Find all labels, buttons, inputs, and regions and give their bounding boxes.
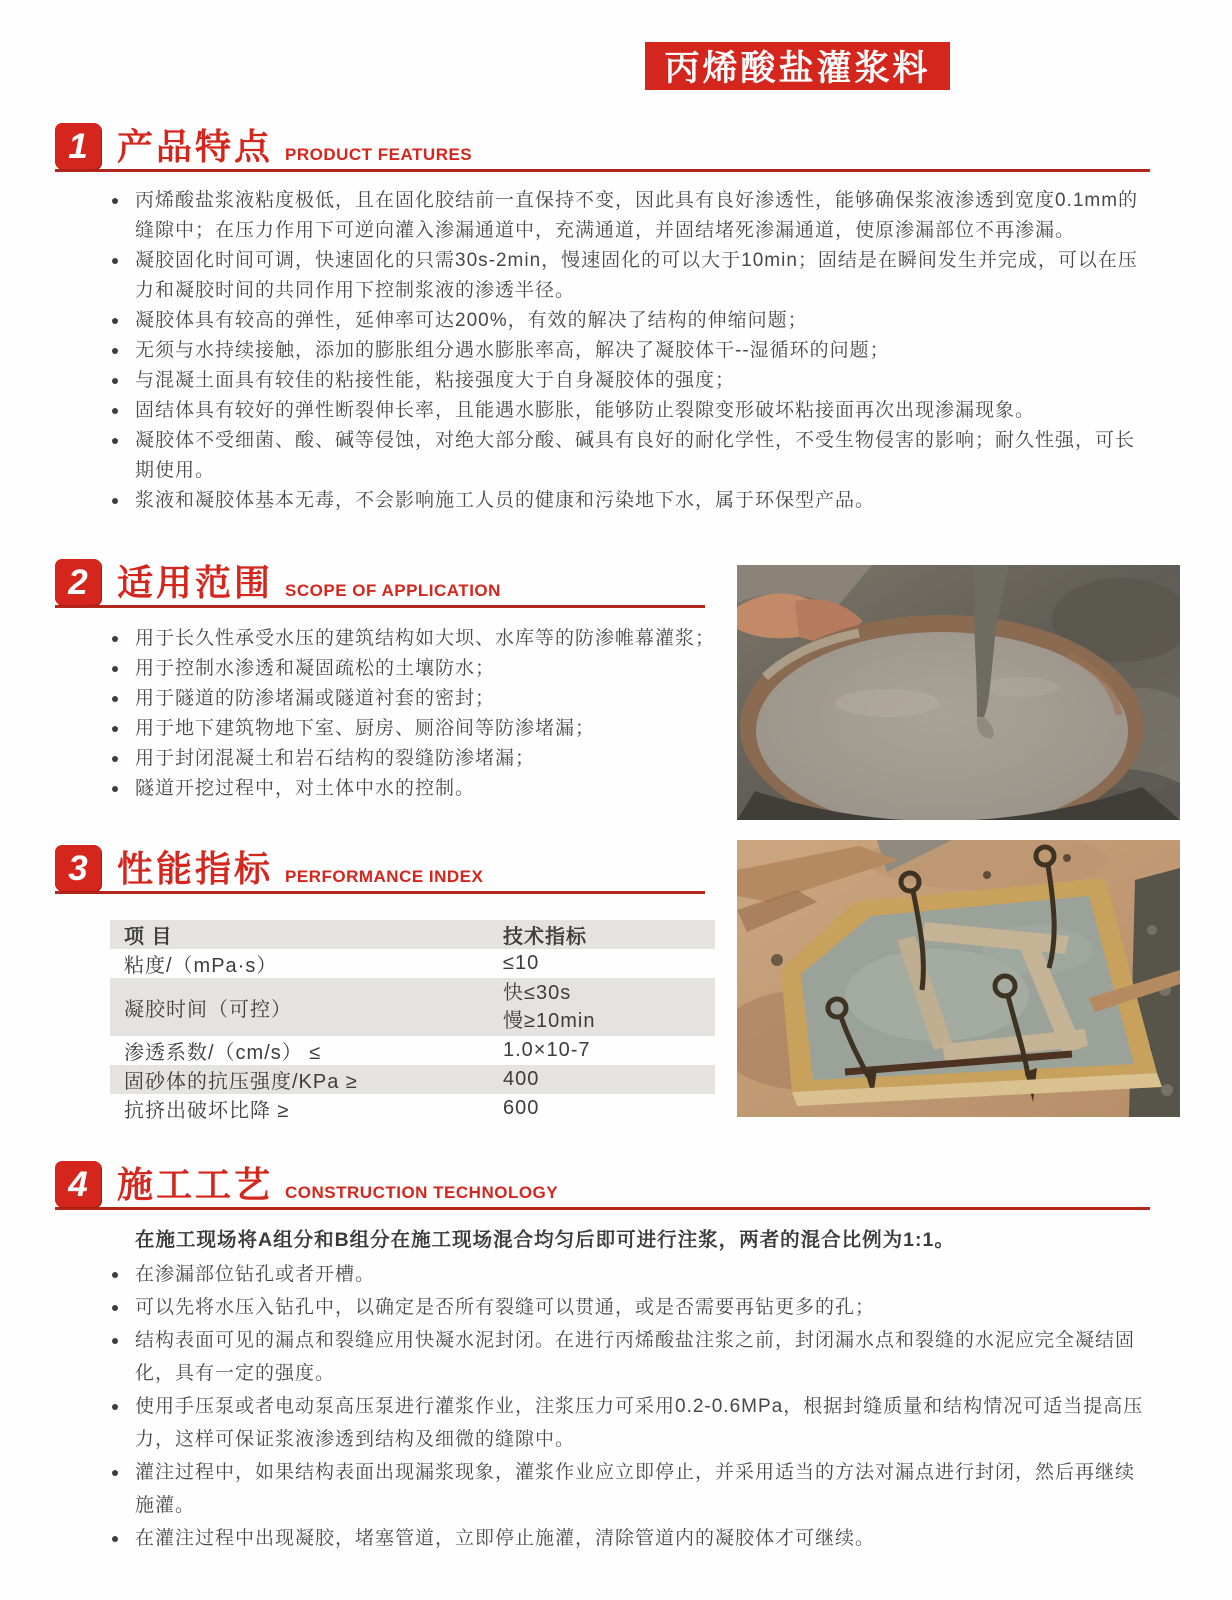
product-title-banner (645, 42, 950, 90)
bullet-text: 无须与水持续接触，添加的膨胀组分遇水膨胀率高，解决了凝胶体干--湿循环的问题； (135, 340, 890, 361)
section-4-number: 4 (68, 1164, 88, 1204)
bullet-text: 凝胶体不受细菌、酸、碱等侵蚀，对绝大部分酸、碱具有良好的耐化学性，不受生物侵害的影响；耐久性强，可长期使用。 (135, 430, 1136, 481)
bullet-icon (112, 1272, 118, 1278)
bullet-text: 使用手压泵或者电动泵高压泵进行灌浆作业，注浆压力可采用0.2-0.6MPa，根据封缝质量和结构情况可适当提高压力，这样可保证浆液渗透到结构及细微的缝隙中。 (135, 1396, 1144, 1450)
section-3-subtitle: PERFORMANCE INDEX (285, 867, 484, 886)
section-4-subtitle: CONSTRUCTION TECHNOLOGY (285, 1183, 559, 1202)
list-item (108, 1456, 1153, 1522)
table-row (110, 1065, 715, 1094)
section-1-header (55, 120, 1150, 172)
bullet-icon (112, 408, 118, 414)
performance-index-table (110, 920, 715, 1123)
section-1-bullet-list (108, 186, 1148, 516)
list-item (108, 246, 1148, 306)
table-cell: 1.0×10-7 (503, 1039, 591, 1061)
section-3-number-badge (55, 845, 101, 891)
section-2-subtitle: SCOPE OF APPLICATION (285, 581, 501, 600)
column-header-item: 项 目 (124, 926, 173, 948)
table-cell: 凝胶时间（可控） (124, 998, 292, 1021)
bullet-icon (112, 756, 118, 762)
bullet-text: 与混凝土面具有较佳的粘接性能，粘接强度大于自身凝胶体的强度； (135, 370, 736, 391)
table-cell: 600 (503, 1097, 540, 1119)
list-item (108, 1291, 1153, 1324)
table-cell: 粘度/（mPa·s） (124, 955, 278, 977)
bullet-icon (112, 1305, 118, 1311)
table-cell: ≤10 (503, 952, 540, 974)
list-item (108, 714, 728, 744)
section-2-bullet-list (108, 624, 728, 804)
bullet-text: 在灌注过程中出现凝胶，堵塞管道，立即停止施灌，清除管道内的凝胶体才可继续。 (135, 1528, 876, 1549)
list-item (108, 1522, 1153, 1555)
table-cell: 400 (503, 1068, 540, 1090)
list-item (108, 684, 728, 714)
grout-mixing-photo (737, 565, 1180, 820)
bullet-text: 用于长久性承受水压的建筑结构如大坝、水库等的防渗帷幕灌浆； (135, 628, 716, 649)
column-header-index: 技术指标 (503, 926, 587, 948)
bullet-icon (112, 258, 118, 264)
bullet-icon (112, 438, 118, 444)
bullet-icon (112, 1536, 118, 1542)
section-1-subtitle: PRODUCT FEATURES (285, 145, 473, 164)
bullet-text: 固结体具有较好的弹性断裂伸长率，且能遇水膨胀，能够防止裂隙变形破坏粘接面再次出现渗漏现象。 (135, 400, 1036, 421)
bullet-text: 隧道开挖过程中，对土体中水的控制。 (135, 778, 476, 799)
section-2-title: 适用范围 (117, 562, 274, 603)
section-3-title: 性能指标 (117, 848, 274, 889)
section-2-number-badge (55, 559, 101, 605)
section-4-header (55, 1158, 1150, 1210)
list-item (108, 186, 1148, 246)
list-item (108, 624, 728, 654)
bullet-icon (112, 636, 118, 642)
bullet-text: 用于控制水渗透和凝固疏松的土壤防水； (135, 658, 496, 679)
list-item (108, 774, 728, 804)
list-item (108, 336, 1148, 366)
bullet-icon (112, 348, 118, 354)
section-4-number-badge (55, 1161, 101, 1207)
bullet-text: 凝胶固化时间可调，快速固化的只需30s-2min，慢速固化的可以大于10min；固结是在瞬间发生并完成，可以在压力和凝胶时间的共同作用下控制浆液的渗透半径。 (135, 250, 1138, 301)
bullet-text: 在渗漏部位钻孔或者开槽。 (135, 1264, 376, 1285)
list-item (108, 1258, 1153, 1291)
list-item (108, 1390, 1153, 1456)
bullet-icon (112, 666, 118, 672)
table-header-row (110, 920, 715, 949)
section-2-number: 2 (68, 562, 88, 602)
value-line: 慢≥10min (503, 1010, 596, 1032)
section-1-number: 1 (68, 126, 88, 166)
list-item (108, 396, 1148, 426)
formwork-grouting-photo (737, 840, 1180, 1117)
table-row (110, 949, 715, 978)
table-row (110, 1036, 715, 1065)
bullet-icon (112, 318, 118, 324)
bullet-icon (112, 498, 118, 504)
bullet-text: 结构表面可见的漏点和裂缝应用快凝水泥封闭。在进行丙烯酸盐注浆之前，封闭漏水点和裂缝的水泥应完全凝结固化，具有一定的强度。 (135, 1330, 1136, 1384)
bullet-text: 用于隧道的防渗堵漏或隧道衬套的密封； (135, 688, 496, 709)
bullet-icon (112, 1470, 118, 1476)
bullet-icon (112, 378, 118, 384)
table-row (110, 1094, 715, 1123)
product-title: 丙烯酸盐灌浆料 (664, 49, 931, 88)
bullet-icon (112, 786, 118, 792)
list-item (108, 654, 728, 684)
bullet-icon (112, 696, 118, 702)
section-2-header (55, 556, 705, 608)
bullet-text: 丙烯酸盐浆液粘度极低，且在固化胶结前一直保持不变，因此具有良好渗透性，能够确保浆液渗透到宽度0.1mm的缝隙中；在压力作用下可逆向灌入渗漏通道中，充满通道，并固结堵死渗漏通道，使原渗漏部位不再渗漏。 (135, 190, 1139, 241)
bullet-text: 用于封闭混凝土和岩石结构的裂缝防渗堵漏； (135, 748, 536, 769)
bullet-text: 可以先将水压入钻孔中，以确定是否所有裂缝可以贯通，或是否需要再钻更多的孔； (135, 1297, 876, 1318)
bullet-text: 浆液和凝胶体基本无毒，不会影响施工人员的健康和污染地下水，属于环保型产品。 (135, 490, 876, 511)
construction-intro-text: 在施工现场将A组分和B组分在施工现场混合均匀后即可进行注浆，两者的混合比例为1:1。 (135, 1229, 955, 1251)
section-4-title: 施工工艺 (117, 1164, 274, 1205)
list-item (108, 486, 1148, 516)
list-item (108, 426, 1148, 486)
section-4-bullet-list (108, 1258, 1153, 1555)
table-cell: 渗透系数/（cm/s） ≤ (124, 1042, 322, 1064)
table-cell (489, 978, 715, 1036)
section-3-number: 3 (68, 848, 88, 888)
section-1-title: 产品特点 (117, 126, 274, 167)
section-3-header (55, 842, 705, 894)
bullet-icon (112, 1404, 118, 1410)
table-cell: 固砂体的抗压强度/KPa ≥ (124, 1071, 358, 1093)
list-item (108, 366, 1148, 396)
bullet-icon (112, 198, 118, 204)
list-item (108, 1324, 1153, 1390)
list-item (108, 744, 728, 774)
table-row (110, 978, 715, 1036)
bullet-icon (112, 726, 118, 732)
bullet-icon (112, 1338, 118, 1344)
bullet-text: 用于地下建筑物地下室、厨房、厕浴间等防渗堵漏； (135, 718, 596, 739)
value-line: 快≤30s (503, 982, 572, 1004)
bullet-text: 凝胶体具有较高的弹性，延伸率可达200%，有效的解决了结构的伸缩问题； (135, 310, 808, 331)
bullet-text: 灌注过程中，如果结构表面出现漏浆现象，灌浆作业应立即停止，并采用适当的方法对漏点进行封闭，然后再继续施灌。 (135, 1462, 1136, 1516)
section-1-number-badge (55, 123, 101, 169)
list-item (108, 306, 1148, 336)
table-cell: 抗挤出破坏比降 ≥ (124, 1100, 290, 1122)
